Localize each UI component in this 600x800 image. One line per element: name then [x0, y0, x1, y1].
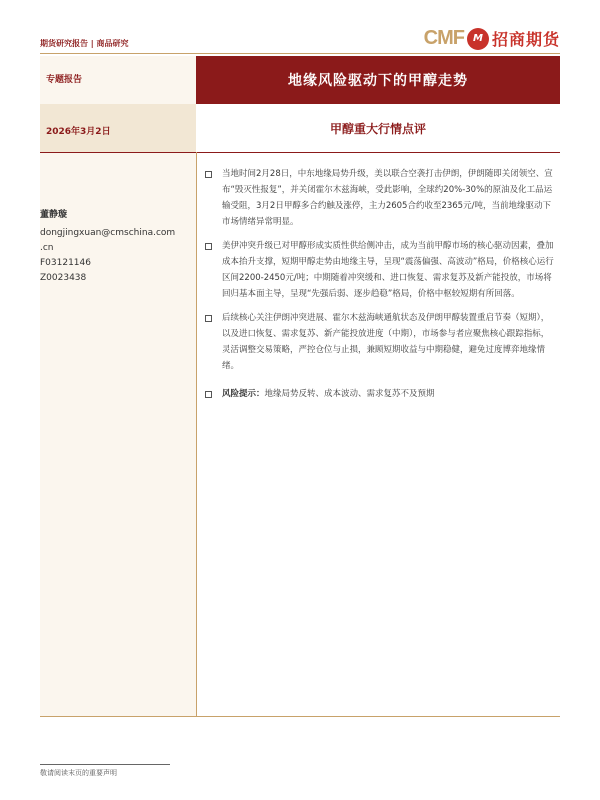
- report-category: 期货研究报告 | 商品研究: [40, 39, 129, 48]
- summary-bullet: [204, 238, 556, 302]
- summary-bullet: [204, 310, 556, 374]
- risk-warning: [204, 386, 556, 402]
- author-email-line1: dongjingxuan@cmschina.com: [40, 228, 176, 238]
- column-divider: [196, 152, 197, 716]
- bullet-square-icon: [205, 243, 212, 250]
- author-name: 董静璇: [40, 210, 68, 220]
- page-subtitle: 甲醇重大行情点评: [329, 121, 426, 136]
- bullet-square-icon: [205, 171, 212, 178]
- header-divider: [40, 53, 560, 54]
- author-block: [40, 208, 190, 286]
- author-email-line2: .cn: [40, 243, 54, 253]
- report-body: [204, 166, 556, 410]
- risk-text: 地缘局势反转、成本波动、需求复苏不及预期: [264, 389, 435, 399]
- report-date: 2026年3月2日: [46, 127, 111, 137]
- bullet-text: 当地时间2月28日，中东地缘局势升级，美以联合空袭打击伊朗，伊朗随即关闭领空、宣布“毁灭性报复”，并关闭霍尔木兹海峡，受此影响，全球约20%-30%的原油及化工品运输受阻，3月2日甲醇多合约触及涨停，主力2605合约收至2365元/吨，当前地缘驱动下市场情绪异常明显。: [222, 169, 553, 227]
- author-license-futures: F03121146: [40, 258, 91, 268]
- logo-latin: CMF: [423, 27, 464, 49]
- title-banner: [196, 56, 560, 104]
- logo-badge-icon: M: [467, 28, 489, 50]
- bullet-square-icon: [205, 391, 212, 398]
- bullet-text: 美伊冲突升级已对甲醇形成实质性供给侧冲击，成为当前甲醇市场的核心驱动因素，叠加成本抬升支撑，短期甲醇走势由地缘主导，呈现“震荡偏强、高波动”格局，价格核心运行区间2200-2450元/吨；中期随着冲突缓和、进口恢复、需求复苏及新产能投放，市场将回归基本面主导，呈现“先强后弱、逐步趋稳”格局，价格中枢较短期有所回落。: [222, 241, 554, 299]
- page-title: 地缘风险驱动下的甲醇走势: [288, 73, 468, 89]
- company-logo: [424, 27, 560, 50]
- bullet-text: 后续核心关注伊朗冲突进展、霍尔木兹海峡通航状态及伊朗甲醇装置重启节奏（短期），以及进口恢复、需求复苏、新产能投放进度（中期），市场参与者应聚焦核心跟踪指标，灵活调整交易策略，严控仓位与止损，兼顾短期收益与中期稳健，避免过度博弈地缘情绪。: [222, 313, 550, 371]
- content-bottom-rule: [40, 716, 560, 717]
- title-divider: [40, 152, 560, 153]
- footer-disclaimer: 敬请阅读末页的重要声明: [40, 764, 170, 778]
- author-license-investment: Z0023438: [40, 273, 87, 283]
- report-type-label: 专题报告: [46, 75, 83, 85]
- summary-bullet: [204, 166, 556, 230]
- risk-label: 风险提示：: [222, 389, 265, 399]
- logo-chinese-name: 招商期货: [491, 30, 560, 49]
- sidebar-panel: [40, 56, 196, 716]
- bullet-square-icon: [205, 315, 212, 322]
